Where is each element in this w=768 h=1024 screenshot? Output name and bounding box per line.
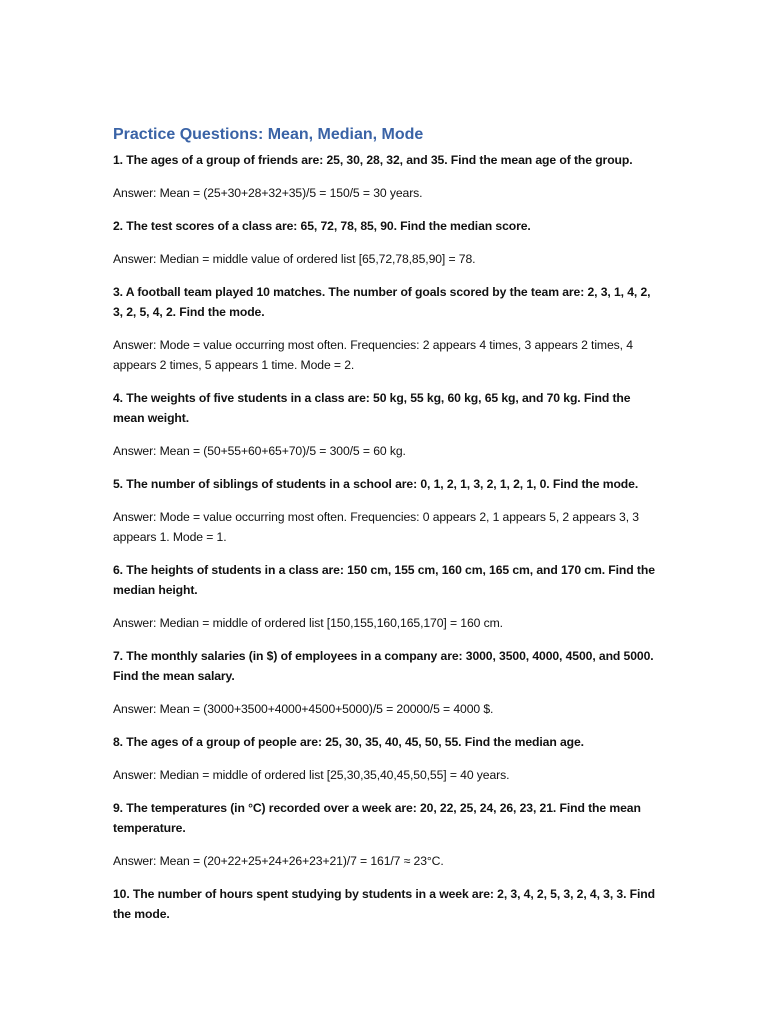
question-2: 2. The test scores of a class are: 65, 72, 78, 85, 90. Find the median score. [113,219,531,233]
answer-4: Answer: Mean = (50+55+60+65+70)/5 = 300/5 = 60 kg. [113,444,406,458]
answer-5: Answer: Mode = value occurring most often. Frequencies: 0 appears 2, 1 appears 5, 2 appears 3, 3 appears 1. Mode = 1. [113,510,639,544]
question-3: 3. A football team played 10 matches. The number of goals scored by the team are: 2, 3, 1, 4, 2, 3, 2, 5, 4, 2. Find the mode. [113,285,651,319]
question-4: 4. The weights of five students in a class are: 50 kg, 55 kg, 60 kg, 65 kg, and 70 kg. Find the mean weight. [113,391,631,425]
question-10: 10. The number of hours spent studying by students in a week are: 2, 3, 4, 2, 5, 3, 2, 4, 3, 3. Find the mode. [113,887,655,921]
page-title: Practice Questions: Mean, Median, Mode [113,126,424,143]
answer-8: Answer: Median = middle of ordered list [25,30,35,40,45,50,55] = 40 years. [113,768,510,782]
answer-7: Answer: Mean = (3000+3500+4000+4500+5000)/5 = 20000/5 = 4000 $. [113,702,494,716]
question-5: 5. The number of siblings of students in a school are: 0, 1, 2, 1, 3, 2, 1, 2, 1, 0. Find the mode. [113,477,639,491]
answer-9: Answer: Mean = (20+22+25+24+26+23+21)/7 = 161/7 ≈ 23°C. [113,854,444,868]
question-7: 7. The monthly salaries (in $) of employees in a company are: 3000, 3500, 4000, 4500, and 5000. Find the mean salary. [113,649,654,683]
document-page [113,124,658,937]
answer-3: Answer: Mode = value occurring most often. Frequencies: 2 appears 4 times, 3 appears 2 times, 4 appears 2 times, 5 appears 1 time. Mode = 2. [113,338,633,372]
question-9: 9. The temperatures (in °C) recorded over a week are: 20, 22, 25, 24, 26, 23, 21. Find the mean temperature. [113,801,641,835]
answer-1: Answer: Mean = (25+30+28+32+35)/5 = 150/5 = 30 years. [113,186,423,200]
question-8: 8. The ages of a group of people are: 25, 30, 35, 40, 45, 50, 55. Find the median age. [113,735,584,749]
answer-2: Answer: Median = middle value of ordered list [65,72,78,85,90] = 78. [113,252,476,266]
question-6: 6. The heights of students in a class are: 150 cm, 155 cm, 160 cm, 165 cm, and 170 cm. Find the median height. [113,563,655,597]
answer-6: Answer: Median = middle of ordered list [150,155,160,165,170] = 160 cm. [113,616,503,630]
question-1: 1. The ages of a group of friends are: 25, 30, 28, 32, and 35. Find the mean age of the group. [113,153,633,167]
